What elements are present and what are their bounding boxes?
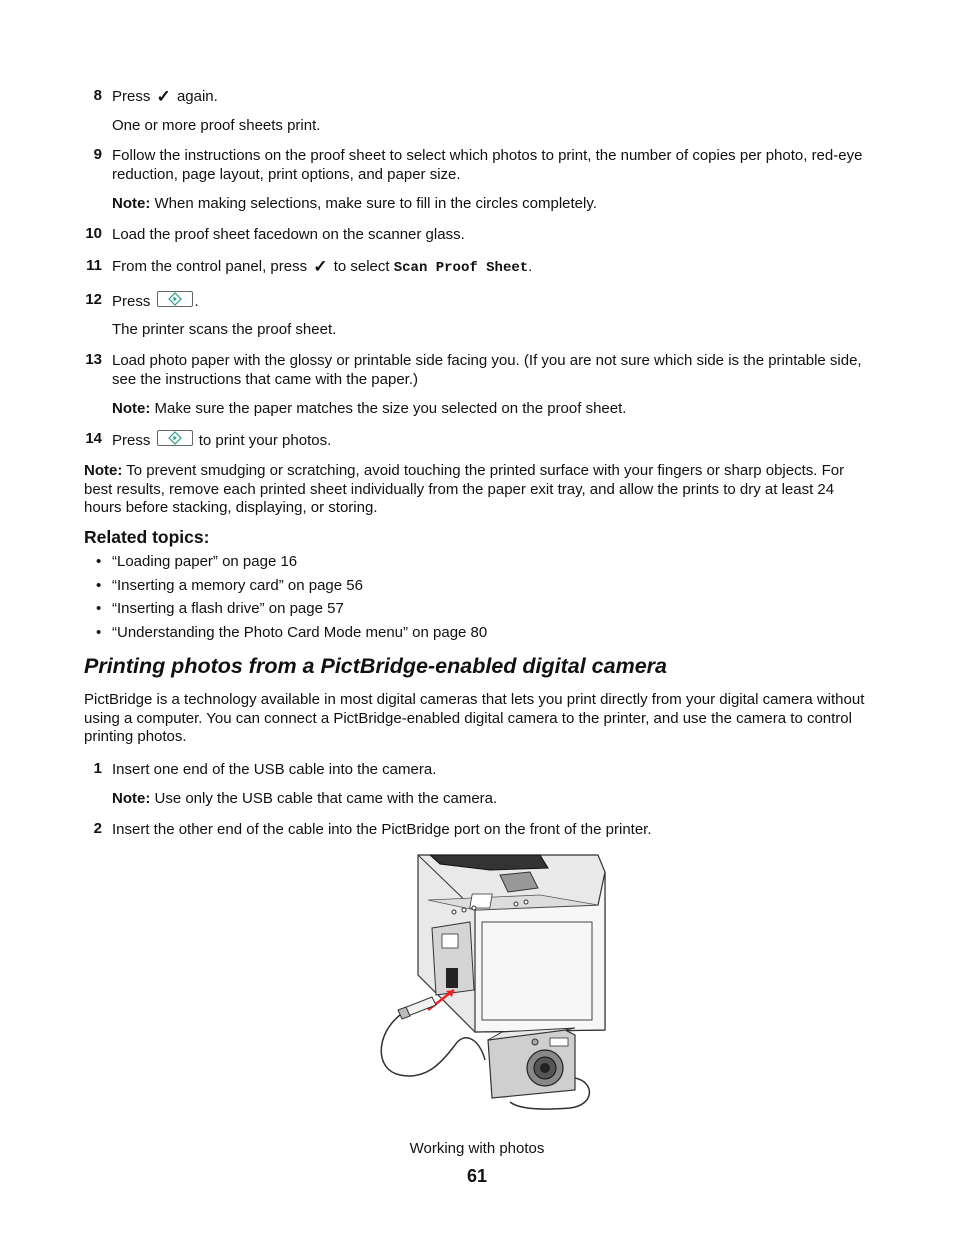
note-label: Note: bbox=[112, 400, 151, 417]
check-mark-icon: ✓ bbox=[313, 257, 328, 276]
step-number: 1 bbox=[93, 760, 102, 777]
step-number: 13 bbox=[85, 351, 102, 368]
step-number: 9 bbox=[93, 146, 102, 163]
step-8-result: One or more proof sheets print. bbox=[112, 117, 321, 134]
step-number: 2 bbox=[93, 820, 102, 837]
step-12-result: The printer scans the proof sheet. bbox=[112, 321, 337, 338]
start-button-icon bbox=[157, 430, 193, 446]
note-text: Use only the USB cable that came with the camera. bbox=[154, 790, 498, 807]
check-mark-icon: ✓ bbox=[156, 87, 171, 106]
main-note bbox=[84, 462, 874, 518]
step-14-post: to print your photos. bbox=[198, 432, 332, 449]
step-11-mid: to select bbox=[333, 258, 390, 275]
step-9-note bbox=[112, 194, 882, 213]
note-text: To prevent smudging or scratching, avoid touching the printed surface with your fingers or sharp objects. For best results, remove each printed sheet individually from the paper exit tray, and allow the prints to dry at least 24 hours before stacking, displaying, or storing. bbox=[84, 462, 845, 516]
related-topic-link[interactable]: • “Inserting a flash drive” on page 57 bbox=[96, 599, 487, 623]
section-step-1-text: Insert one end of the USB cable into the camera. bbox=[112, 761, 437, 778]
note-text: Make sure the paper matches the size you selected on the proof sheet. bbox=[154, 400, 627, 417]
step-14-text bbox=[112, 430, 882, 450]
step-11-post: . bbox=[528, 258, 533, 275]
related-topic-link[interactable]: • “Inserting a memory card” on page 56 bbox=[96, 576, 487, 600]
step-12-pre: Press bbox=[112, 293, 151, 310]
step-number: 10 bbox=[85, 225, 102, 242]
step-14-pre: Press bbox=[112, 432, 151, 449]
related-topics-heading: Related topics: bbox=[84, 527, 210, 547]
section-step-2-text: Insert the other end of the cable into the PictBridge port on the front of the printer. bbox=[112, 821, 652, 838]
note-text: When making selections, make sure to fill in the circles completely. bbox=[154, 195, 597, 212]
step-number: 12 bbox=[85, 291, 102, 308]
note-label: Note: bbox=[112, 195, 151, 212]
related-topics-list bbox=[96, 552, 487, 647]
step-12-text bbox=[112, 291, 882, 311]
step-12-post: . bbox=[194, 293, 199, 310]
step-10-text: Load the proof sheet facedown on the scanner glass. bbox=[112, 226, 465, 243]
menu-option-text: Scan Proof Sheet bbox=[393, 260, 529, 276]
note-label: Note: bbox=[84, 462, 123, 479]
section-step-1-note bbox=[112, 789, 882, 808]
section-intro: PictBridge is a technology available in most digital cameras that lets you print directly from your digital camera without using a computer. You can connect a PictBridge-enabled digital camera to the printer, and use the camera to control printing photos. bbox=[84, 691, 865, 745]
printer-camera-illustration bbox=[370, 850, 610, 1120]
step-13-text: Load photo paper with the glossy or printable side facing you. (If you are not sure which side is the printable side, see the instructions that came with the paper.) bbox=[112, 352, 862, 388]
footer-section-label: Working with photos bbox=[409, 1140, 545, 1157]
note-label: Note: bbox=[112, 790, 151, 807]
step-13-note bbox=[112, 399, 882, 418]
step-11-text bbox=[112, 257, 882, 278]
step-number: 8 bbox=[93, 87, 102, 104]
page-number: 61 bbox=[466, 1166, 488, 1186]
step-8-text bbox=[112, 87, 882, 106]
step-8-post: again. bbox=[176, 88, 218, 105]
related-topic-link[interactable]: • “Loading paper” on page 16 bbox=[96, 552, 487, 576]
related-topic-link[interactable]: • “Understanding the Photo Card Mode menu” on page 80 bbox=[96, 623, 487, 647]
step-8-pre: Press bbox=[112, 88, 151, 105]
section-title: Printing photos from a PictBridge-enabled digital camera bbox=[84, 654, 667, 678]
start-button-icon bbox=[157, 291, 193, 307]
step-number: 11 bbox=[86, 257, 102, 274]
step-9-text: Follow the instructions on the proof sheet to select which photos to print, the number of copies per photo, red-eye reduction, page layout, print options, and paper size. bbox=[112, 147, 863, 183]
step-number: 14 bbox=[85, 430, 102, 447]
step-11-pre: From the control panel, press bbox=[112, 258, 308, 275]
